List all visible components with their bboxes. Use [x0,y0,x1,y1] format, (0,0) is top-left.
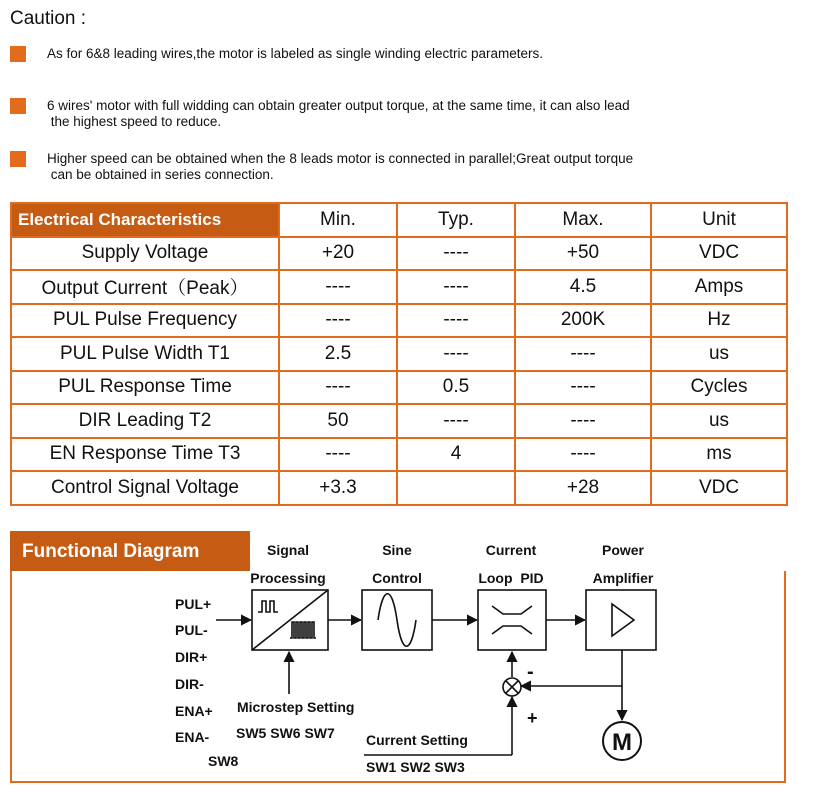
typ-cell: 4 [397,438,515,472]
current-setting-label: Current Setting [366,732,468,748]
param-cell: Control Signal Voltage [11,471,279,505]
block-label: Current [485,542,537,558]
feedback-minus-sign: - [527,661,534,683]
param-cell: Output Current（Peak） [11,270,279,304]
setpoint-plus-sign: + [527,708,538,728]
max-cell: ---- [515,404,651,438]
motor-label: M [612,729,632,756]
min-cell: 2.5 [279,337,397,371]
column-header-max: Max. [515,203,651,237]
unit-cell: Hz [651,304,787,338]
microstep-wave-icon [290,622,316,638]
max-cell: 200K [515,304,651,338]
min-cell: ---- [279,304,397,338]
input-label: DIR+ [175,649,208,665]
input-label: ENA+ [175,703,213,719]
note-text: the highest speed to reduce. [47,114,222,129]
microstep-label: Microstep Setting [237,699,355,715]
min-cell: 50 [279,404,397,438]
max-cell: ---- [515,438,651,472]
column-header-min: Min. [279,203,397,237]
typ-cell: 0.5 [397,371,515,405]
block-diagonal [252,590,328,650]
param-cell: EN Response Time T3 [11,438,279,472]
microstep-extra-switch: SW8 [208,753,239,769]
typ-cell: ---- [397,270,515,304]
microstep-switches: SW5 SW6 SW7 [236,725,335,741]
current-loop-pid-block [478,590,546,650]
column-header-typ: Typ. [397,203,515,237]
param-cell: PUL Pulse Width T1 [11,337,279,371]
min-cell: +3.3 [279,471,397,505]
block-label: Loop PID [478,570,544,586]
typ-cell: ---- [397,337,515,371]
power-amplifier-block [586,590,656,650]
min-cell: ---- [279,371,397,405]
current-setting-switches: SW1 SW2 SW3 [366,759,465,775]
typ-cell: ---- [397,404,515,438]
unit-cell: us [651,337,787,371]
min-cell: +20 [279,237,397,271]
unit-cell: ms [651,438,787,472]
input-label: DIR- [175,676,204,692]
input-label: ENA- [175,729,210,745]
max-cell: 4.5 [515,270,651,304]
note-text: As for 6&8 leading wires,the motor is labeled as single winding electric parameters. [47,46,543,61]
unit-cell: us [651,404,787,438]
unit-cell: Cycles [651,371,787,405]
unit-cell: VDC [651,237,787,271]
table-title: Electrical Characteristics [11,203,279,237]
input-label: PUL+ [175,596,212,612]
block-label: Amplifier [592,570,654,586]
square-wave-icon [258,601,278,612]
input-label: PUL- [175,622,208,638]
pid-bottom-curve [492,626,532,634]
unit-cell: VDC [651,471,787,505]
min-cell: ---- [279,438,397,472]
block-label: Signal [266,542,310,558]
note-text: Higher speed can be obtained when the 8 leads motor is connected in parallel;Great output torque [47,151,634,166]
max-cell: +50 [515,237,651,271]
unit-cell: Amps [651,270,787,304]
pid-top-curve [492,606,532,614]
amplifier-triangle-icon [612,604,634,636]
sine-wave-icon [378,594,416,647]
max-cell: ---- [515,371,651,405]
param-cell: PUL Response Time [11,371,279,405]
caution-title: Caution : [10,8,87,29]
note-text: 6 wires' motor with full widding can obtain greater output torque, at the same time, it can also lead [47,98,630,113]
column-header-unit: Unit [651,203,787,237]
block-label: Processing [250,570,326,586]
param-cell: DIR Leading T2 [11,404,279,438]
functional-diagram-title: Functional Diagram [22,541,200,562]
param-cell: PUL Pulse Frequency [11,304,279,338]
block-label: Power [601,542,645,558]
max-cell: +28 [515,471,651,505]
param-cell: Supply Voltage [11,237,279,271]
min-cell: ---- [279,270,397,304]
max-cell: ---- [515,337,651,371]
note-text: can be obtained in series connection. [47,167,274,182]
typ-cell: ---- [397,304,515,338]
block-label: Sine [382,542,412,558]
typ-cell: ---- [397,237,515,271]
block-label: Control [372,570,422,586]
